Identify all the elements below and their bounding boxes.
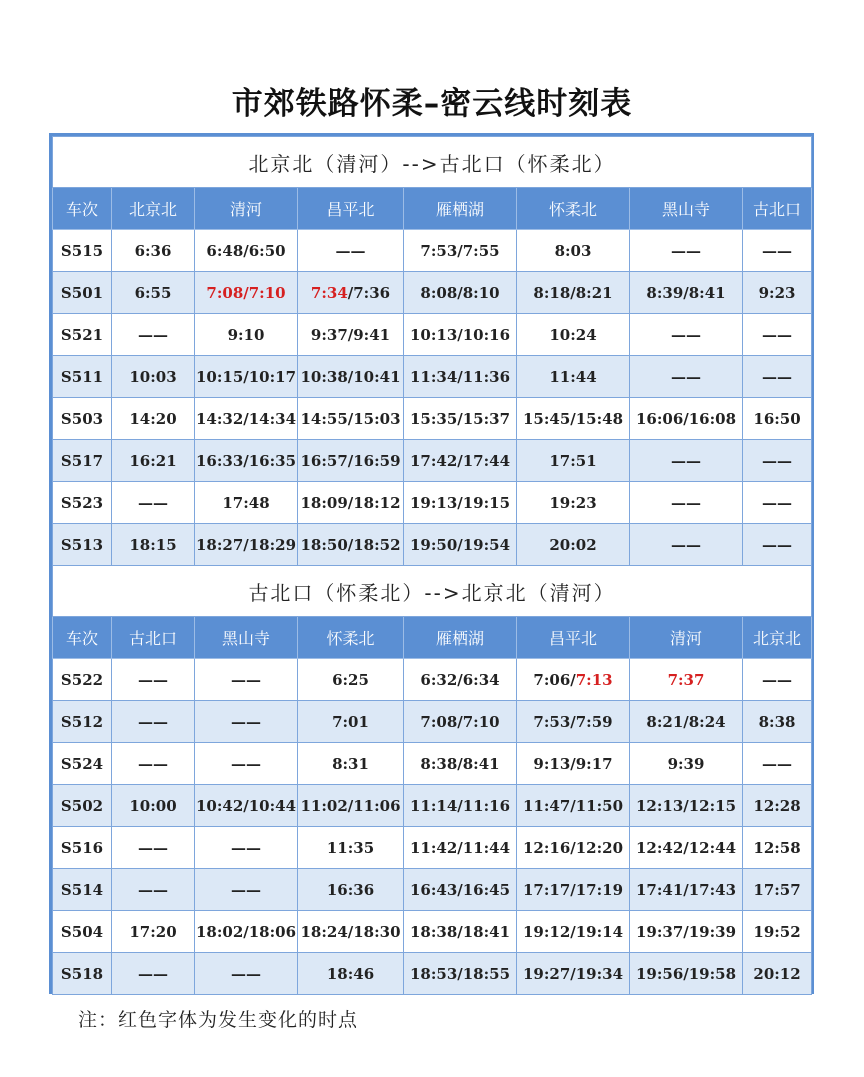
time-cell	[517, 230, 630, 272]
time-text: 18:24/18:30	[300, 922, 401, 941]
footnote: 注：红色字体为发生变化的时点	[78, 1009, 359, 1031]
train-number-text: S511	[60, 367, 104, 386]
time-cell	[298, 230, 404, 272]
time-text: 18:38/18:41	[409, 922, 511, 941]
time-cell	[630, 785, 743, 827]
time-cell	[630, 524, 743, 566]
time-cell	[743, 440, 812, 482]
direction-title: 古北口（怀柔北）-->北京北（清河）	[53, 566, 812, 617]
train-number-text: S521	[60, 325, 104, 344]
time-text: ——	[138, 838, 168, 857]
column-header: 车次	[53, 188, 112, 230]
column-header: 雁栖湖	[404, 188, 517, 230]
changed-time-text: 7:13	[575, 670, 613, 689]
time-text: 11:14/11:16	[409, 796, 511, 815]
time-text: 20:12	[753, 964, 801, 983]
time-text: ——	[231, 880, 261, 899]
table-row	[53, 953, 812, 995]
time-text: 6:32/6:34	[420, 670, 500, 689]
time-cell	[112, 272, 195, 314]
time-text: 9:37/9:41	[310, 325, 391, 344]
train-number-text: S502	[60, 796, 104, 815]
column-header: 雁栖湖	[404, 617, 517, 659]
time-text: 11:35	[326, 838, 375, 857]
time-text: ——	[138, 712, 168, 731]
time-text: 18:46	[326, 964, 375, 983]
train-number-cell	[53, 659, 112, 701]
time-cell	[404, 272, 517, 314]
column-header: 昌平北	[298, 188, 404, 230]
time-text: 11:44	[549, 367, 597, 386]
time-cell	[404, 827, 517, 869]
time-cell	[404, 953, 517, 995]
time-cell	[112, 911, 195, 953]
train-number-cell	[53, 911, 112, 953]
time-cell	[517, 314, 630, 356]
time-cell	[630, 827, 743, 869]
time-cell	[112, 869, 195, 911]
time-text: 12:28	[753, 796, 801, 815]
table-row	[53, 482, 812, 524]
time-text: 6:55	[134, 283, 172, 302]
time-text: 19:13/19:15	[409, 493, 511, 512]
train-number-cell	[53, 356, 112, 398]
train-number-cell	[53, 440, 112, 482]
time-text: 14:20	[129, 409, 177, 428]
time-cell	[630, 701, 743, 743]
time-cell	[298, 314, 404, 356]
time-text: 10:38/10:41	[300, 367, 401, 386]
table-row	[53, 827, 812, 869]
time-cell	[404, 398, 517, 440]
train-number-cell	[53, 482, 112, 524]
time-cell	[743, 356, 812, 398]
column-header: 怀柔北	[298, 617, 404, 659]
time-cell	[298, 827, 404, 869]
table-row	[53, 659, 812, 701]
time-cell	[112, 743, 195, 785]
time-cell	[630, 869, 743, 911]
time-text: 17:57	[753, 880, 801, 899]
time-cell	[195, 785, 298, 827]
time-cell	[112, 785, 195, 827]
time-text: 6:25	[332, 670, 369, 689]
changed-time-text: 7:34	[310, 283, 348, 302]
time-cell	[298, 398, 404, 440]
table-row	[53, 272, 812, 314]
column-header-row	[53, 188, 812, 230]
time-cell	[195, 911, 298, 953]
train-number-text: S512	[60, 712, 104, 731]
time-cell	[517, 953, 630, 995]
time-cell	[743, 272, 812, 314]
time-cell	[743, 398, 812, 440]
column-header: 清河	[630, 617, 743, 659]
time-text: ——	[138, 880, 168, 899]
time-text: 8:38	[758, 712, 796, 731]
time-text: 10:42/10:44	[195, 796, 297, 815]
time-cell	[517, 524, 630, 566]
time-text: 9:10	[227, 325, 265, 344]
time-text: 18:15	[129, 535, 177, 554]
changed-time-text: 7:37	[667, 670, 705, 689]
time-cell	[195, 482, 298, 524]
train-number-text: S522	[60, 670, 104, 689]
time-text: 15:45/15:48	[522, 409, 624, 428]
time-cell	[517, 659, 630, 701]
time-cell	[743, 743, 812, 785]
time-cell	[517, 440, 630, 482]
train-number-cell	[53, 230, 112, 272]
time-text: 10:24	[549, 325, 597, 344]
time-cell	[195, 524, 298, 566]
time-cell	[298, 911, 404, 953]
time-cell	[112, 524, 195, 566]
time-text: /7:36	[347, 283, 391, 302]
time-cell	[630, 440, 743, 482]
time-cell	[630, 953, 743, 995]
time-cell	[517, 827, 630, 869]
time-cell	[743, 869, 812, 911]
time-text: 10:03	[129, 367, 177, 386]
time-text: ——	[138, 964, 168, 983]
train-number-text: S501	[60, 283, 104, 302]
time-text: 18:53/18:55	[409, 964, 511, 983]
time-text: 19:27/19:34	[522, 964, 624, 983]
train-number-text: S504	[60, 922, 104, 941]
time-text: 16:33/16:35	[195, 451, 297, 470]
time-cell	[743, 911, 812, 953]
time-cell	[404, 524, 517, 566]
table-row	[53, 440, 812, 482]
time-cell	[517, 785, 630, 827]
train-number-text: S513	[60, 535, 104, 554]
train-number-text: S503	[60, 409, 104, 428]
time-text: 20:02	[549, 535, 597, 554]
time-cell	[195, 314, 298, 356]
train-number-text: S518	[60, 964, 104, 983]
time-text: 8:08/8:10	[420, 283, 500, 302]
time-text: ——	[762, 670, 793, 689]
time-cell	[195, 953, 298, 995]
time-cell	[112, 482, 195, 524]
direction-row	[53, 137, 812, 188]
time-cell	[404, 869, 517, 911]
time-cell	[112, 356, 195, 398]
time-cell	[195, 659, 298, 701]
time-text: 15:35/15:37	[409, 409, 511, 428]
time-text: ——	[671, 535, 701, 554]
time-text: 14:32/14:34	[195, 409, 297, 428]
time-text: 12:58	[753, 838, 801, 857]
time-cell	[630, 659, 743, 701]
column-header: 古北口	[112, 617, 195, 659]
time-text: ——	[231, 754, 261, 773]
time-cell	[298, 785, 404, 827]
time-text: 8:31	[332, 754, 369, 773]
time-text: ——	[762, 241, 793, 260]
time-text: 19:56/19:58	[635, 964, 737, 983]
train-number-text: S524	[60, 754, 104, 773]
time-cell	[298, 869, 404, 911]
time-cell	[743, 827, 812, 869]
time-text: 11:47/11:50	[522, 796, 624, 815]
time-cell	[630, 272, 743, 314]
time-text: 8:03	[554, 241, 592, 260]
time-cell	[743, 314, 812, 356]
train-number-cell	[53, 827, 112, 869]
time-cell	[404, 785, 517, 827]
time-text: 9:39	[667, 754, 705, 773]
time-text: 9:13/9:17	[533, 754, 613, 773]
direction-row	[53, 566, 812, 617]
time-text: 17:48	[222, 493, 270, 512]
time-cell	[195, 230, 298, 272]
time-cell	[298, 743, 404, 785]
timetable	[52, 136, 812, 995]
time-text: 7:53/7:55	[420, 241, 500, 260]
time-text: ——	[335, 241, 366, 260]
time-text: 11:02/11:06	[300, 796, 401, 815]
table-row	[53, 869, 812, 911]
table-row	[53, 230, 812, 272]
column-header: 黑山寺	[195, 617, 298, 659]
train-number-text: S515	[60, 241, 104, 260]
time-text: 17:42/17:44	[409, 451, 511, 470]
time-text: 16:06/16:08	[635, 409, 737, 428]
time-cell	[404, 314, 517, 356]
time-text: 8:39/8:41	[646, 283, 726, 302]
column-header: 昌平北	[517, 617, 630, 659]
changed-time-text: 7:08/7:10	[206, 283, 286, 302]
time-text: 19:12/19:14	[522, 922, 624, 941]
time-text: ——	[671, 493, 701, 512]
time-cell	[298, 482, 404, 524]
train-number-text: S514	[60, 880, 104, 899]
time-text: 17:17/17:19	[522, 880, 624, 899]
time-text: 18:50/18:52	[300, 535, 401, 554]
time-text: 16:50	[753, 409, 801, 428]
direction-title: 北京北（清河）-->古北口（怀柔北）	[53, 137, 812, 188]
time-cell	[298, 953, 404, 995]
time-cell	[630, 314, 743, 356]
time-text: 18:02/18:06	[195, 922, 297, 941]
time-text: 16:21	[129, 451, 177, 470]
page-title: 市郊铁路怀柔–密云线时刻表	[231, 86, 633, 122]
time-text: 17:41/17:43	[635, 880, 737, 899]
time-cell	[630, 230, 743, 272]
time-cell	[298, 356, 404, 398]
train-number-cell	[53, 743, 112, 785]
time-cell	[298, 524, 404, 566]
time-text: 8:21/8:24	[646, 712, 726, 731]
time-text: 12:42/12:44	[635, 838, 737, 857]
time-text: ——	[762, 325, 793, 344]
time-cell	[404, 911, 517, 953]
time-cell	[112, 827, 195, 869]
time-text: ——	[762, 493, 793, 512]
train-number-text: S516	[60, 838, 104, 857]
table-row	[53, 398, 812, 440]
time-cell	[517, 482, 630, 524]
time-cell	[743, 230, 812, 272]
time-cell	[112, 440, 195, 482]
time-cell	[630, 743, 743, 785]
time-text: 19:37/19:39	[635, 922, 737, 941]
time-cell	[743, 953, 812, 995]
time-cell	[630, 398, 743, 440]
time-cell	[743, 785, 812, 827]
time-text: 11:42/11:44	[409, 838, 511, 857]
train-number-cell	[53, 524, 112, 566]
time-text: 19:50/19:54	[409, 535, 511, 554]
time-cell	[298, 272, 404, 314]
time-cell	[112, 659, 195, 701]
time-cell	[195, 743, 298, 785]
time-cell	[195, 356, 298, 398]
time-text: ——	[138, 754, 168, 773]
time-cell	[112, 953, 195, 995]
time-text: ——	[138, 325, 168, 344]
time-cell	[743, 524, 812, 566]
time-cell	[517, 272, 630, 314]
time-text: 7:01	[332, 712, 369, 731]
time-cell	[112, 701, 195, 743]
time-text: 10:13/10:16	[409, 325, 511, 344]
column-header: 古北口	[743, 188, 812, 230]
train-number-cell	[53, 272, 112, 314]
time-text: ——	[671, 241, 701, 260]
time-text: 7:53/7:59	[533, 712, 613, 731]
time-text: 16:57/16:59	[300, 451, 401, 470]
time-text: 9:23	[758, 283, 796, 302]
time-cell	[630, 911, 743, 953]
time-text: 14:55/15:03	[300, 409, 401, 428]
time-text: ——	[762, 367, 793, 386]
time-cell	[743, 659, 812, 701]
time-cell	[517, 869, 630, 911]
time-cell	[298, 440, 404, 482]
time-cell	[517, 356, 630, 398]
time-cell	[404, 440, 517, 482]
time-cell	[404, 701, 517, 743]
time-cell	[195, 440, 298, 482]
time-text: 7:06/	[533, 670, 576, 689]
time-text: 6:36	[134, 241, 172, 260]
column-header: 北京北	[112, 188, 195, 230]
time-text: 11:34/11:36	[409, 367, 511, 386]
time-text: 12:16/12:20	[522, 838, 624, 857]
time-text: 17:20	[129, 922, 177, 941]
time-cell	[298, 659, 404, 701]
time-text: ——	[231, 964, 261, 983]
time-cell	[195, 701, 298, 743]
table-row	[53, 701, 812, 743]
time-text: ——	[231, 712, 261, 731]
time-text: ——	[671, 451, 701, 470]
time-text: ——	[138, 493, 168, 512]
time-cell	[630, 482, 743, 524]
time-text: ——	[762, 754, 793, 773]
time-text: 10:00	[129, 796, 177, 815]
table-row	[53, 314, 812, 356]
time-cell	[112, 230, 195, 272]
train-number-text: S517	[60, 451, 104, 470]
time-text: ——	[762, 451, 793, 470]
table-row	[53, 911, 812, 953]
time-text: 8:18/8:21	[533, 283, 613, 302]
time-cell	[517, 911, 630, 953]
time-text: 10:15/10:17	[195, 367, 297, 386]
column-header: 怀柔北	[517, 188, 630, 230]
time-text: ——	[671, 325, 701, 344]
time-text: ——	[138, 670, 168, 689]
train-number-cell	[53, 785, 112, 827]
time-text: 18:09/18:12	[300, 493, 401, 512]
time-cell	[743, 482, 812, 524]
column-header-row	[53, 617, 812, 659]
time-cell	[630, 356, 743, 398]
time-cell	[404, 230, 517, 272]
time-cell	[112, 314, 195, 356]
train-number-cell	[53, 869, 112, 911]
time-cell	[298, 701, 404, 743]
time-cell	[404, 482, 517, 524]
time-text: 12:13/12:15	[635, 796, 737, 815]
time-text: 19:23	[549, 493, 597, 512]
table-row	[53, 743, 812, 785]
time-cell	[195, 272, 298, 314]
train-number-text: S523	[60, 493, 104, 512]
time-text: 19:52	[753, 922, 801, 941]
time-cell	[195, 398, 298, 440]
train-number-cell	[53, 314, 112, 356]
table-row	[53, 356, 812, 398]
time-cell	[517, 398, 630, 440]
time-text: 18:27/18:29	[195, 535, 297, 554]
time-cell	[404, 356, 517, 398]
column-header: 清河	[195, 188, 298, 230]
time-text: ——	[762, 535, 793, 554]
time-cell	[404, 743, 517, 785]
time-text: 16:36	[326, 880, 375, 899]
time-cell	[195, 869, 298, 911]
time-cell	[195, 827, 298, 869]
column-header: 车次	[53, 617, 112, 659]
time-cell	[743, 701, 812, 743]
time-text: 7:08/7:10	[420, 712, 500, 731]
time-cell	[517, 743, 630, 785]
time-text: 6:48/6:50	[206, 241, 286, 260]
time-text: 17:51	[549, 451, 597, 470]
train-number-cell	[53, 953, 112, 995]
train-number-cell	[53, 398, 112, 440]
train-number-cell	[53, 701, 112, 743]
time-cell	[112, 398, 195, 440]
column-header: 黑山寺	[630, 188, 743, 230]
time-text: ——	[671, 367, 701, 386]
time-text: ——	[231, 670, 261, 689]
time-text: 16:43/16:45	[409, 880, 511, 899]
table-row	[53, 785, 812, 827]
time-text: 8:38/8:41	[420, 754, 500, 773]
column-header: 北京北	[743, 617, 812, 659]
time-cell	[404, 659, 517, 701]
table-row	[53, 524, 812, 566]
time-text: ——	[231, 838, 261, 857]
time-cell	[517, 701, 630, 743]
